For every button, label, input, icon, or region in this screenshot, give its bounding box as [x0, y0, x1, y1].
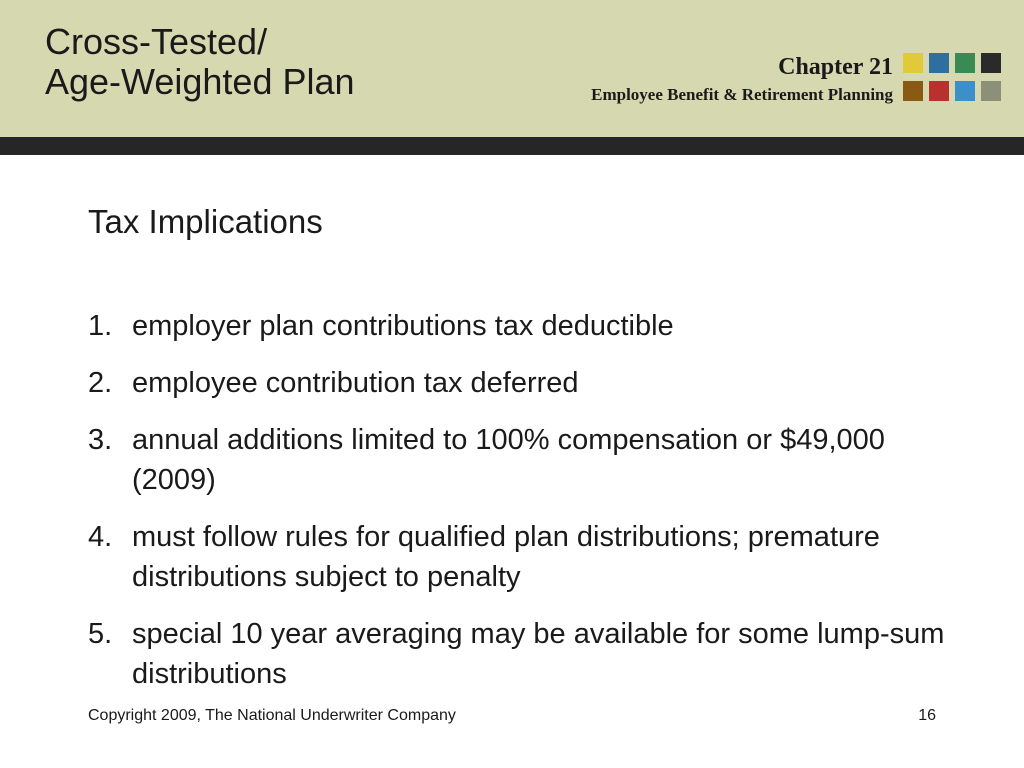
- footer-copyright: Copyright 2009, The National Underwriter Company: [88, 707, 456, 724]
- color-swatch: [903, 81, 923, 101]
- list-item: [88, 517, 968, 597]
- color-swatch: [981, 81, 1001, 101]
- page-number: 16: [918, 707, 936, 724]
- color-swatch: [955, 53, 975, 73]
- color-swatch: [929, 53, 949, 73]
- list-item-text: must follow rules for qualified plan distributions; premature distributions subject to penalty: [132, 521, 880, 593]
- slide-title-line-1: Cross-Tested/: [45, 21, 268, 62]
- slide-title-line-2: Age-Weighted Plan: [45, 61, 355, 102]
- color-swatch: [981, 53, 1001, 73]
- list-item-text: annual additions limited to 100% compensation or $49,000 (2009): [132, 424, 885, 496]
- list-item: [88, 420, 968, 500]
- slide-content: [88, 200, 968, 690]
- list-item-text: employer plan contributions tax deductible: [132, 310, 674, 342]
- list-item-text: employee contribution tax deferred: [132, 367, 579, 399]
- list-item-number: 1.: [88, 310, 113, 342]
- book-subtitle: Employee Benefit & Retirement Planning: [591, 85, 893, 104]
- list-item-number: 5.: [88, 618, 113, 650]
- header-divider-bar: [0, 137, 1024, 155]
- section-heading: Tax Implications: [88, 203, 323, 240]
- list-item-number: 2.: [88, 367, 113, 399]
- color-swatch: [955, 81, 975, 101]
- color-swatch: [929, 81, 949, 101]
- list-item-number: 4.: [88, 521, 113, 553]
- color-swatch: [903, 53, 923, 73]
- list-item: [88, 363, 968, 403]
- chapter-label: Chapter 21: [778, 54, 893, 80]
- color-swatch-grid: [903, 53, 1003, 101]
- header-band: [0, 0, 1024, 137]
- list-item-text: special 10 year averaging may be available for some lump-sum distributions: [132, 618, 945, 690]
- chapter-block: [591, 52, 893, 106]
- implications-list: [88, 306, 968, 711]
- list-item-number: 3.: [88, 424, 113, 456]
- list-item: [88, 306, 968, 346]
- slide-title: [45, 22, 355, 102]
- list-item: [88, 614, 968, 694]
